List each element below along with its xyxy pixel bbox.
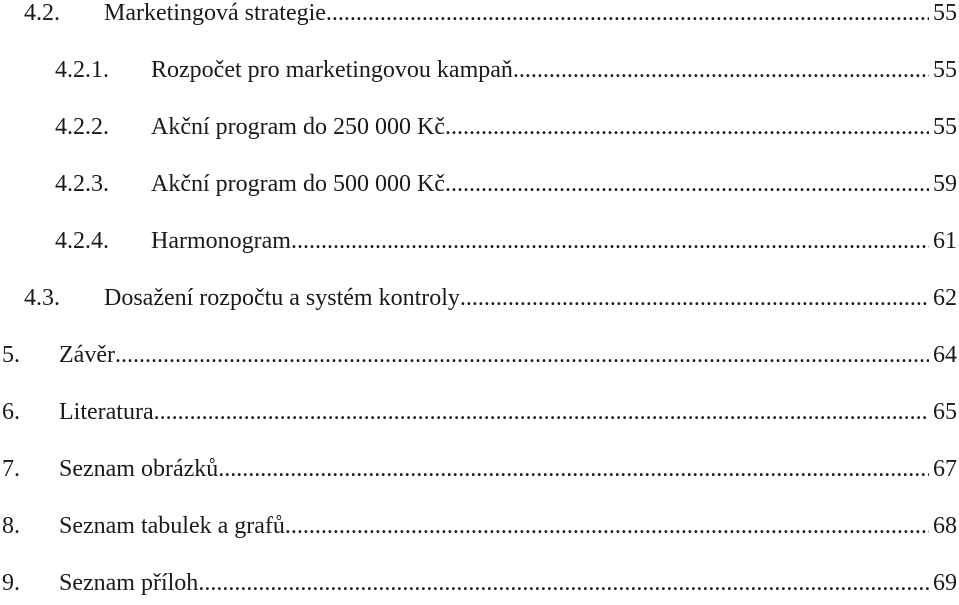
toc-entry[interactable] (55, 55, 957, 85)
toc-entry-title: Závěr (59, 342, 115, 368)
dot-leader (445, 112, 929, 142)
toc-entry-number: 9. (2, 570, 20, 596)
toc-entry-number: 4.2.2. (55, 114, 109, 140)
toc-entry-page: 65 (933, 399, 957, 425)
toc-entry-page: 55 (933, 0, 957, 26)
dot-leader (513, 55, 929, 85)
dot-leader (154, 397, 929, 427)
toc-entry-title: Harmonogram (151, 228, 291, 254)
toc-entry-title: Dosažení rozpočtu a systém kontroly (104, 285, 460, 311)
toc-entry-page: 69 (933, 570, 957, 596)
toc-entry[interactable] (2, 397, 957, 427)
toc-entry-title: Akční program do 500 000 Kč (151, 171, 445, 197)
toc-entry-page: 64 (933, 342, 957, 368)
dot-leader (460, 283, 929, 313)
toc-entry-title: Marketingová strategie (104, 0, 326, 26)
dot-leader (285, 511, 929, 541)
toc-entry[interactable] (2, 454, 957, 484)
toc-entry-page: 68 (933, 513, 957, 539)
toc-entry-page: 67 (933, 456, 957, 482)
toc-entry-number: 8. (2, 513, 20, 539)
toc-entry-number: 7. (2, 456, 20, 482)
toc-entry-page: 59 (933, 171, 957, 197)
toc-entry-number: 4.2.4. (55, 228, 109, 254)
toc-entry[interactable] (55, 226, 957, 256)
toc-entry-page: 55 (933, 114, 957, 140)
toc-entry-number: 4.2.1. (55, 57, 109, 83)
toc-entry-number: 4.3. (24, 285, 60, 311)
dot-leader (198, 568, 929, 598)
dot-leader (445, 169, 929, 199)
toc-entry-page: 61 (933, 228, 957, 254)
toc-entry[interactable] (24, 283, 957, 313)
toc-entry[interactable] (55, 112, 957, 142)
toc-entry-page: 55 (933, 57, 957, 83)
toc-entry-number: 6. (2, 399, 20, 425)
toc-entry-title: Literatura (59, 399, 154, 425)
dot-leader (218, 454, 929, 484)
toc-entry[interactable] (24, 0, 957, 28)
toc-entry-title: Seznam příloh (59, 570, 199, 596)
toc-entry[interactable] (2, 340, 957, 370)
toc-entry[interactable] (2, 568, 957, 598)
toc-entry-number: 5. (2, 342, 20, 368)
toc-entry-page: 62 (933, 285, 957, 311)
toc-entry[interactable] (55, 169, 957, 199)
dot-leader (291, 226, 929, 256)
toc-entry-title: Rozpočet pro marketingovou kampaň (151, 57, 513, 83)
toc-entry-title: Akční program do 250 000 Kč (151, 114, 445, 140)
dot-leader (326, 0, 929, 28)
toc-entry-title: Seznam tabulek a grafů (59, 513, 285, 539)
toc-entry-number: 4.2. (24, 0, 60, 26)
toc-entry-title: Seznam obrázků (59, 456, 219, 482)
dot-leader (115, 340, 929, 370)
toc-entry-number: 4.2.3. (55, 171, 109, 197)
toc-entry[interactable] (2, 511, 957, 541)
